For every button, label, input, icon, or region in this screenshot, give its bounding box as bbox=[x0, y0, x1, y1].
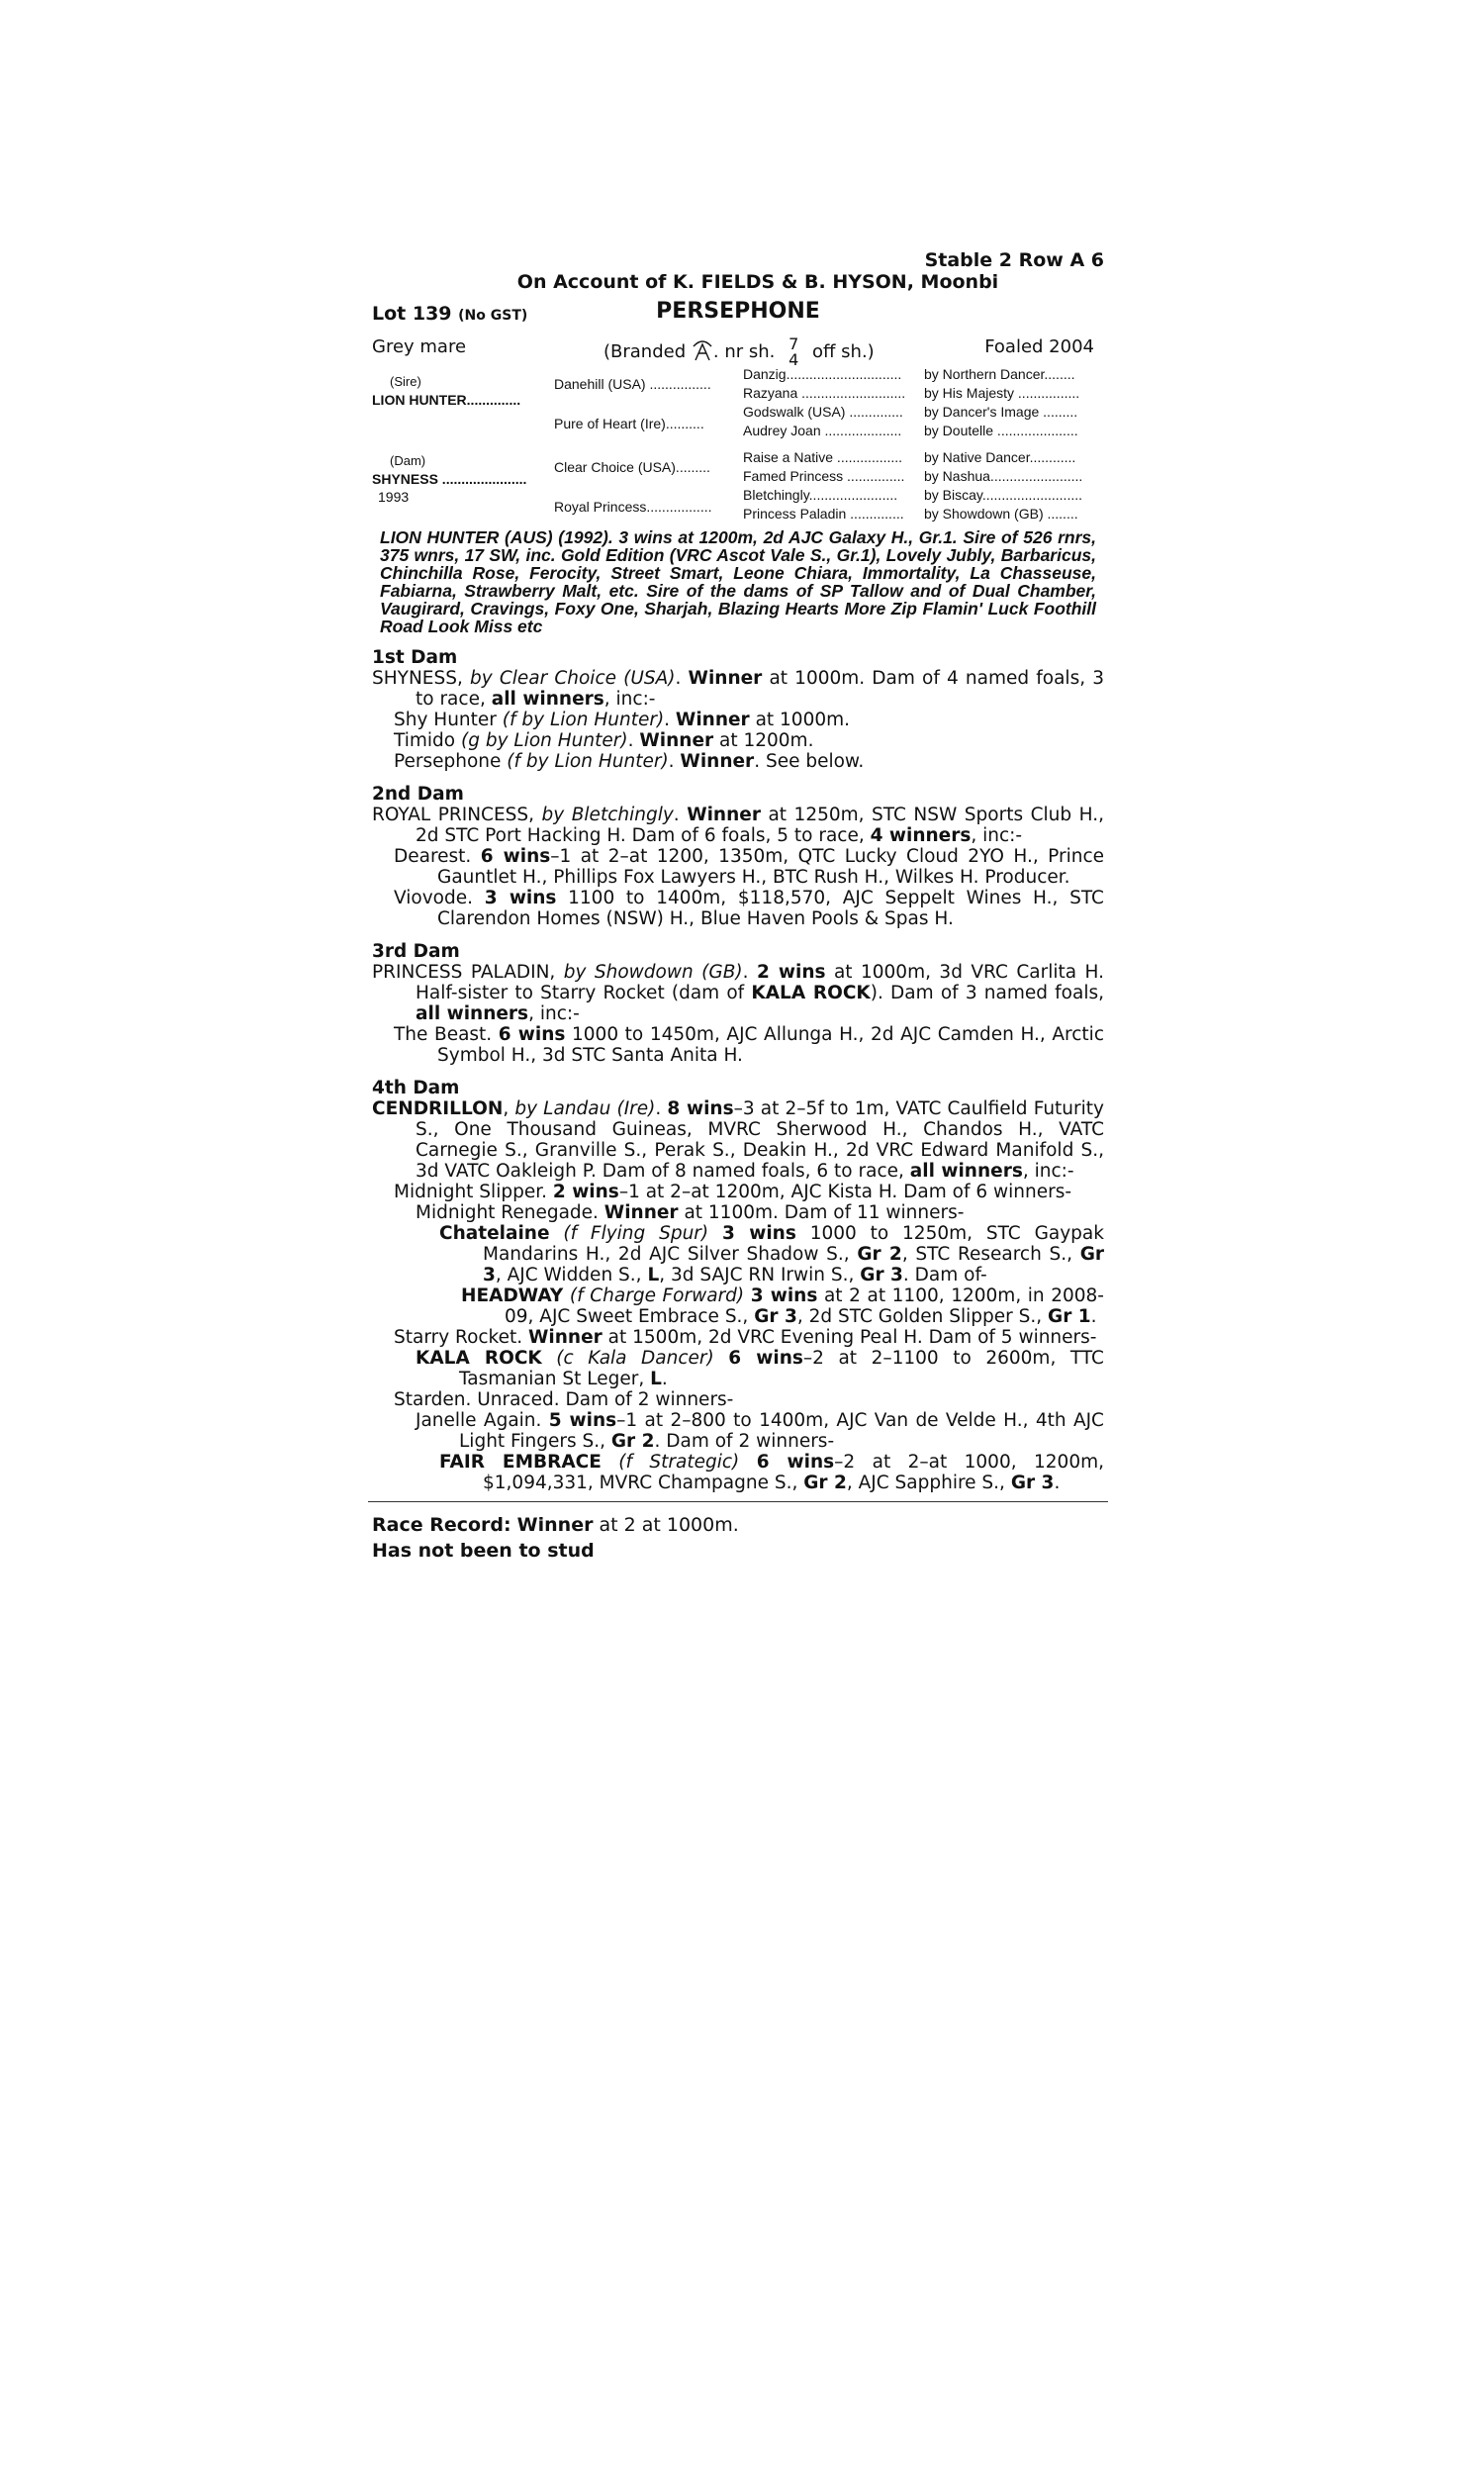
entry-text bbox=[708, 1223, 722, 1244]
entry-text: Starry Rocket. bbox=[394, 1327, 529, 1348]
entry-text: The Beast. bbox=[394, 1024, 499, 1045]
bold-text: Gr 1 bbox=[1048, 1306, 1091, 1327]
entry-text: at 1000m. bbox=[749, 710, 851, 730]
pedigree-g4: by Biscay.......................... bbox=[924, 487, 1083, 503]
pedigree-g3: Godswalk (USA) .............. bbox=[743, 404, 903, 420]
pedigree-g2: Clear Choice (USA)......... bbox=[554, 459, 710, 475]
entry-text: , inc:- bbox=[603, 689, 656, 710]
entry-text: Janelle Again. bbox=[416, 1410, 549, 1431]
bold-text: Gr 3 bbox=[483, 1244, 1104, 1285]
entry-text: . bbox=[742, 962, 757, 983]
italic-text: (c Kala Dancer) bbox=[556, 1348, 714, 1369]
entry-text: , 3d SAJC RN Irwin S., bbox=[659, 1265, 861, 1285]
bold-text: 6 wins bbox=[498, 1024, 566, 1045]
entry-text: 1000 to 1450m, AJC Allunga H., 2d AJC Camden H., Arctic Symbol H., 3d STC Santa Anita H. bbox=[437, 1024, 1104, 1066]
entry-text: . bbox=[675, 668, 689, 689]
pedigree-entry bbox=[416, 1202, 1104, 1223]
lot-row bbox=[372, 299, 1104, 329]
entry-text: at 1250m, STC NSW Sports Club H., 2d STC Port Hacking H. Dam of 6 foals, 5 to race, bbox=[416, 805, 1104, 846]
bold-text: 6 wins bbox=[728, 1348, 803, 1369]
entry-text bbox=[739, 1452, 756, 1473]
pedigree-g3: Princess Paladin .............. bbox=[743, 506, 904, 522]
entry-text: , AJC Sapphire S., bbox=[846, 1473, 1011, 1493]
entry-text: , STC Research S., bbox=[901, 1244, 1080, 1265]
italic-text: by Showdown (GB) bbox=[563, 962, 743, 983]
dam-section bbox=[372, 1078, 1104, 1493]
entry-text: Midnight Slipper. bbox=[394, 1182, 553, 1202]
pedigree-entry bbox=[394, 1182, 1104, 1202]
pedigree-g4: by Dancer's Image ......... bbox=[924, 404, 1078, 420]
stable-location: Stable 2 Row A 6 bbox=[924, 249, 1104, 271]
entry-text: , 2d STC Golden Slipper S., bbox=[796, 1306, 1049, 1327]
sire-name: LION HUNTER.............. bbox=[372, 392, 521, 408]
italic-text: by Bletchingly bbox=[541, 805, 674, 825]
pedigree-g4: by Northern Dancer........ bbox=[924, 366, 1075, 382]
bold-text: 2 wins bbox=[757, 962, 826, 983]
entry-text: . bbox=[664, 710, 676, 730]
bold-text: FAIR EMBRACE bbox=[439, 1452, 602, 1473]
bold-text: 3 wins bbox=[721, 1223, 796, 1244]
bold-text: Winner bbox=[639, 730, 714, 751]
entry-text: . bbox=[1090, 1306, 1097, 1327]
color-sex: Grey mare bbox=[372, 336, 467, 357]
pedigree-g4: by Native Dancer............ bbox=[924, 449, 1076, 465]
entry-text: ROYAL PRINCESS, bbox=[372, 805, 542, 825]
entry-text: –3 at 2–5f to 1m, VATC Caulfield Futurity S., One Thousand Guineas, MVRC Sherwood H., Chandos H., VATC Carnegie S., Granville S., Perak S., Deakin H., 2d VRC Edward Manifold S., 3d VATC Oakleigh P. Dam of 8 named foals, 6 to race, bbox=[416, 1098, 1104, 1182]
pedigree-entry bbox=[394, 846, 1104, 888]
entry-text: Dearest. bbox=[394, 846, 481, 867]
pedigree-g2: Danehill (USA) ................ bbox=[554, 376, 711, 392]
pedigree-g3: Famed Princess ............... bbox=[743, 468, 905, 484]
race-record-value: at 2 at 1000m. bbox=[593, 1514, 739, 1536]
pedigree-entry bbox=[394, 1024, 1104, 1066]
dam-section bbox=[372, 784, 1104, 929]
pedigree-g2: Royal Princess................. bbox=[554, 499, 712, 515]
catalogue-page bbox=[372, 249, 1104, 1564]
entry-text: –1 at 2–at 1200, 1350m, QTC Lucky Cloud 2YO H., Prince Gauntlet H., Phillips Fox Lawyers H., BTC Rush H., Wilkes H. Producer. bbox=[437, 846, 1104, 888]
entry-text: at 1200m. bbox=[713, 730, 814, 751]
bold-text: HEADWAY bbox=[461, 1285, 564, 1306]
pedigree-entry bbox=[394, 710, 1104, 730]
brand-mark-icon bbox=[692, 342, 713, 362]
lot-label: Lot 139 bbox=[372, 303, 452, 325]
pedigree-entry bbox=[372, 1098, 1104, 1182]
dam-tag: (Dam) bbox=[390, 453, 426, 468]
entry-text: , AJC Widden S., bbox=[495, 1265, 648, 1285]
entry-text: –2 at 2–at 1000, 1200m, $1,094,331, MVRC Champagne S., bbox=[483, 1452, 1104, 1493]
entry-text bbox=[563, 1285, 570, 1306]
dam-name: SHYNESS ...................... bbox=[372, 471, 527, 487]
entry-text: , inc:- bbox=[1022, 1161, 1074, 1182]
section-heading: 1st Dam bbox=[372, 647, 458, 668]
bold-text: 3 wins bbox=[484, 888, 557, 908]
pedigree-table bbox=[372, 364, 1104, 523]
bold-text: all winners bbox=[909, 1161, 1023, 1182]
bold-text: Gr 3 bbox=[1010, 1473, 1055, 1493]
entry-text: SHYNESS, bbox=[372, 668, 470, 689]
bold-text: 8 wins bbox=[667, 1098, 734, 1119]
entry-text: . Dam of- bbox=[902, 1265, 987, 1285]
bold-text: Gr 3 bbox=[754, 1306, 797, 1327]
sire-summary: LION HUNTER (AUS) (1992). 3 wins at 1200m, 2d AJC Galaxy H., Gr.1. Sire of 526 rnrs, 375 wnrs, 17 SW, inc. Gold Edition (VRC Ascot Vale S., Gr.1), Lovely Jubly, Barbaricus, Chinchilla Rose, Ferocity, Street Smart, Leone Chiara, Immortality, La Chasseuse, Fabiarna, Strawberry Malt, etc. Sire of the dams of SP Tallow and of Dual Chamber, Vaugirard, Cravings, Foxy One, Sharjah, Blazing Hearts More Zip Flamin' Luck Foothill Road Look Miss etc bbox=[380, 527, 1096, 636]
branded-end: off sh.) bbox=[812, 341, 875, 362]
entry-text: Starden. Unraced. Dam of 2 winners- bbox=[394, 1389, 734, 1410]
bold-text: Winner bbox=[603, 1202, 679, 1223]
vendor-account: On Account of K. FIELDS & B. HYSON, Moonbi bbox=[516, 271, 999, 293]
pedigree-g4: by Nashua........................ bbox=[924, 468, 1083, 484]
entry-text: . bbox=[673, 805, 688, 825]
bold-text: Winner bbox=[528, 1327, 603, 1348]
italic-text: by Landau (Ire) bbox=[514, 1098, 656, 1119]
entry-text: ). Dam of 3 named foals, bbox=[870, 983, 1104, 1003]
entry-text bbox=[542, 1348, 557, 1369]
bold-text: 2 wins bbox=[552, 1182, 619, 1202]
dam-year: 1993 bbox=[378, 489, 410, 505]
dam-section bbox=[372, 647, 1104, 772]
dam-section bbox=[372, 941, 1104, 1066]
pedigree-g4: by His Majesty ................ bbox=[924, 385, 1080, 401]
pedigree-g3: Razyana ........................... bbox=[743, 385, 906, 401]
bold-text: 6 wins bbox=[480, 846, 551, 867]
bold-text: Gr 2 bbox=[610, 1431, 655, 1452]
bold-text: Gr 2 bbox=[857, 1244, 902, 1265]
italic-text: (f Flying Spur) bbox=[563, 1223, 709, 1244]
bold-text: Winner bbox=[688, 668, 763, 689]
bold-text: 3 wins bbox=[750, 1285, 818, 1306]
pedigree-g4: by Showdown (GB) ........ bbox=[924, 506, 1078, 522]
entry-text: PRINCESS PALADIN, bbox=[372, 962, 564, 983]
pedigree-g3: Raise a Native ................. bbox=[743, 449, 903, 465]
entry-text: . bbox=[668, 751, 681, 772]
entry-text bbox=[550, 1223, 564, 1244]
bold-text: Chatelaine bbox=[439, 1223, 550, 1244]
bold-text: all winners bbox=[491, 689, 604, 710]
race-record bbox=[372, 1512, 1104, 1538]
entry-text bbox=[602, 1452, 618, 1473]
branded-prefix: (Branded bbox=[603, 341, 687, 362]
pedigree-entry bbox=[394, 888, 1104, 929]
entry-text: . Dam of 2 winners- bbox=[654, 1431, 835, 1452]
pedigree-g3: Audrey Joan .................... bbox=[743, 423, 902, 438]
bold-text: KALA ROCK bbox=[751, 983, 871, 1003]
entry-text: at 1100m. Dam of 11 winners- bbox=[678, 1202, 965, 1223]
brand-denominator: 4 bbox=[788, 350, 799, 369]
entry-text: 1100 to 1400m, $118,570, AJC Seppelt Wines H., STC Clarendon Homes (NSW) H., Blue Haven Pools & Spas H. bbox=[437, 888, 1104, 929]
entry-text: . bbox=[655, 1098, 668, 1119]
pedigree-entry bbox=[461, 1285, 1104, 1327]
pedigree-entry bbox=[416, 1348, 1104, 1389]
bold-text: 5 wins bbox=[548, 1410, 617, 1431]
pedigree-entry bbox=[439, 1452, 1104, 1493]
description-row bbox=[372, 329, 1104, 369]
entry-text: 1000 to 1250m, STC Gaypak Mandarins H., 2d AJC Silver Shadow S., bbox=[483, 1223, 1104, 1265]
bold-text: 4 winners bbox=[870, 825, 972, 846]
entry-text: at 1500m, 2d VRC Evening Peal H. Dam of 5 winners- bbox=[602, 1327, 1097, 1348]
pedigree-entry bbox=[394, 730, 1104, 751]
entry-text bbox=[714, 1348, 729, 1369]
section-heading: 2nd Dam bbox=[372, 784, 464, 805]
bold-text: L bbox=[650, 1369, 662, 1389]
divider bbox=[368, 1501, 1108, 1502]
dam-sections bbox=[372, 647, 1104, 1493]
entry-text: , inc:- bbox=[528, 1003, 580, 1024]
pedigree-entry bbox=[372, 805, 1104, 846]
entry-text: –1 at 2–800 to 1400m, AJC Van de Velde H., 4th AJC Light Fingers S., bbox=[459, 1410, 1104, 1452]
italic-text: (f by Lion Hunter) bbox=[507, 751, 669, 772]
italic-text: (f Strategic) bbox=[618, 1452, 740, 1473]
bold-text: Winner bbox=[687, 805, 761, 825]
entry-text: . bbox=[1054, 1473, 1061, 1493]
bold-text: 6 wins bbox=[756, 1452, 835, 1473]
entry-text: Persephone bbox=[394, 751, 508, 772]
italic-text: by Clear Choice (USA) bbox=[470, 668, 676, 689]
pedigree-g4: by Doutelle ..................... bbox=[924, 423, 1078, 438]
pedigree-entry bbox=[416, 1410, 1104, 1452]
entry-text: Timido bbox=[394, 730, 461, 751]
entry-text: . See below. bbox=[754, 751, 865, 772]
entry-text: . bbox=[661, 1369, 668, 1389]
italic-text: (f by Lion Hunter) bbox=[502, 710, 665, 730]
bold-text: Gr 2 bbox=[803, 1473, 847, 1493]
entry-text: Midnight Renegade. bbox=[416, 1202, 604, 1223]
pedigree-entry bbox=[394, 751, 1104, 772]
bold-text: Gr 3 bbox=[860, 1265, 903, 1285]
pedigree-g3: Bletchingly....................... bbox=[743, 487, 898, 503]
brand-numerator: 7 bbox=[788, 334, 799, 353]
italic-text: (f Charge Forward) bbox=[569, 1285, 745, 1306]
entry-text: Viovode. bbox=[394, 888, 485, 908]
bold-text: all winners bbox=[416, 1003, 529, 1024]
foaled-year: Foaled 2004 bbox=[984, 336, 1094, 357]
gst-note: (No GST) bbox=[458, 308, 528, 324]
section-heading: 3rd Dam bbox=[372, 941, 460, 962]
brand-suffix: . nr sh. bbox=[712, 341, 776, 362]
footer bbox=[372, 1512, 1104, 1564]
entry-text: –1 at 2–at 1200m, AJC Kista H. Dam of 6 winners- bbox=[618, 1182, 1072, 1202]
pedigree-entry bbox=[372, 962, 1104, 1024]
pedigree-entry bbox=[372, 668, 1104, 710]
entry-text: at 1000m. Dam of 4 named foals, 3 to race, bbox=[416, 668, 1104, 710]
pedigree-entry bbox=[394, 1327, 1104, 1348]
entry-text bbox=[744, 1285, 751, 1306]
entry-text: , inc:- bbox=[971, 825, 1023, 846]
pedigree-g2: Pure of Heart (Ire).......... bbox=[554, 416, 704, 431]
entry-text: at 1000m, 3d VRC Carlita H. Half-sister to Starry Rocket (dam of bbox=[416, 962, 1105, 1003]
horse-name: PERSEPHONE bbox=[656, 299, 820, 324]
bold-text: L bbox=[647, 1265, 660, 1285]
entry-text: Shy Hunter bbox=[394, 710, 503, 730]
stud-status: Has not been to stud bbox=[372, 1540, 595, 1562]
entry-text: –2 at 2–1100 to 2600m, TTC Tasmanian St Leger, bbox=[459, 1348, 1104, 1389]
entry-text: , bbox=[503, 1098, 515, 1119]
italic-text: (g by Lion Hunter) bbox=[460, 730, 628, 751]
pedigree-entry bbox=[439, 1223, 1104, 1285]
bold-text: KALA ROCK bbox=[416, 1348, 542, 1369]
bold-text: Winner bbox=[680, 751, 755, 772]
pedigree-entry bbox=[394, 1389, 1104, 1410]
entry-text: . bbox=[627, 730, 640, 751]
race-record-bold: Winner bbox=[516, 1514, 594, 1536]
bold-text: CENDRILLON bbox=[372, 1098, 504, 1119]
sire-tag: (Sire) bbox=[390, 374, 421, 389]
bold-text: Winner bbox=[675, 710, 750, 730]
pedigree-g3: Danzig.............................. bbox=[743, 366, 902, 382]
race-record-label: Race Record: bbox=[372, 1514, 511, 1536]
entry-text: at 2 at 1100, 1200m, in 2008-09, AJC Sweet Embrace S., bbox=[505, 1285, 1104, 1327]
section-heading: 4th Dam bbox=[372, 1078, 460, 1098]
